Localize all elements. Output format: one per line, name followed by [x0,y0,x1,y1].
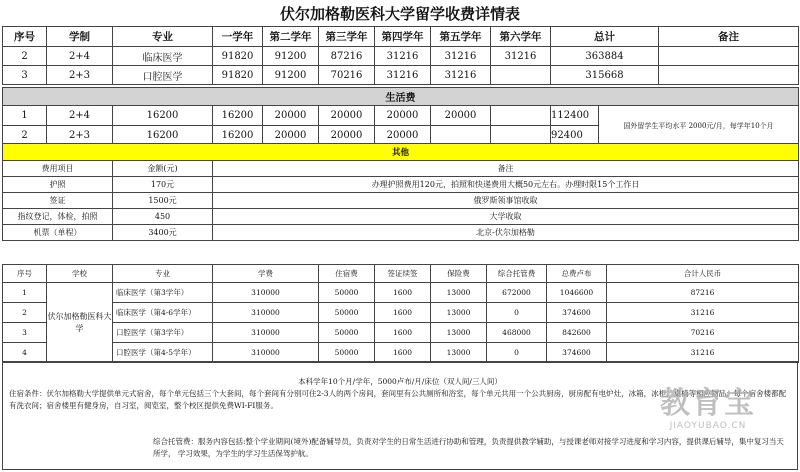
table-row [3,303,799,323]
page-title: 伏尔加格勒医科大学留学收费详情表 [279,5,520,23]
table-row [3,177,799,193]
col-header: 保险费 [431,265,487,283]
table-row [3,193,799,209]
cell: 1600 [375,303,431,323]
cell: 50000 [319,343,375,363]
col-header: 签证续签 [375,265,431,283]
cell: 87216 [319,47,375,66]
cell: 50000 [319,323,375,343]
living-note: 国外留学生平均水平 2000元/月，每学年10个月 [599,106,799,146]
cell: 310000 [213,323,319,343]
cell: 2+3 [47,126,113,146]
cell: 374600 [547,343,607,363]
col-header: 金额(元) [113,161,213,177]
cell: 87216 [607,283,799,303]
col-header: 学费 [213,265,319,283]
table-row [3,343,799,363]
cell: 20000 [375,106,431,126]
school-name: 伏尔加格勒医科大学 [47,283,113,363]
cell: 2+4 [47,47,113,66]
cell: 1046600 [547,283,607,303]
cell: 4 [3,343,47,363]
cell: 374600 [547,303,607,323]
cell: 1600 [375,323,431,343]
custody-note: 综合托管费：服务内容包括:整个学业期间(境外)配备辅导员，负责对学生的日常生活进行协助和管理，负责提供教学辅助，与授课老师对接学习进度和学习内容，提供课后辅导，集中复习当天所学， 学习效果，为学生的学习生活保驾护航。 [153,437,784,458]
col-header: 专业 [113,27,213,47]
col-header: 一学年 [213,27,263,47]
living-cost-table [2,87,799,146]
cell: 临床医学 [113,47,213,66]
cell [659,47,799,66]
table-row [3,106,799,126]
cell: 13000 [431,323,487,343]
cell: 口腔医学 [113,66,213,85]
watermark-text: 教育宝 [660,386,756,421]
cell: 2 [3,303,47,323]
cell: 3 [3,323,47,343]
detail-table [2,264,799,363]
col-header: 第五学年 [431,27,491,47]
cell: 16200 [213,126,263,146]
col-header: 序号 [3,27,47,47]
col-header: 综合托管费 [487,265,547,283]
cell: 672000 [487,283,547,303]
other-band: 其他 [3,144,799,161]
cell: 50000 [319,283,375,303]
cell: 护照 [3,177,113,193]
cell: 机票（单程） [3,225,113,241]
living-band: 生活费 [3,88,799,106]
cell: 2+4 [47,106,113,126]
cell: 1600 [375,283,431,303]
cell: 1500元 [113,193,213,209]
cell: 31216 [375,47,431,66]
cell: 31216 [375,66,431,85]
col-header: 第二学年 [263,27,319,47]
cell: 31216 [431,66,491,85]
col-header: 备注 [659,27,799,47]
cell: 16200 [113,106,213,126]
cell: 70216 [607,323,799,343]
table-row [3,209,799,225]
cell: 13000 [431,283,487,303]
cell: 临床医学（第4-6学年） [113,303,213,323]
watermark-url: JIAOYUBAO.CN [669,421,747,431]
rent-note: 本科学年10个月/学年，5000卢布/月/床位（双人间/三人间） [298,377,502,386]
cell: 20000 [431,106,491,126]
cell: 20000 [263,106,319,126]
cell: 口腔医学（第4-5学年） [113,343,213,363]
cell: 1 [3,106,47,126]
cell: 口腔医学（第3学年） [113,323,213,343]
cell: 0 [487,343,547,363]
cell: 俄罗斯领事馆收取 [213,193,799,209]
cell: 112400 [551,106,599,126]
cell: 20000 [319,126,375,146]
cell: 2 [3,47,47,66]
cell: 大学收取 [213,209,799,225]
housing-note: 住宿条件：伏尔加格勒大学提供单元式宿舍，每个单元包括三个大套间，每个套间有分别可住2-3人的两个房间，套间里有公共厕所和浴室，每个单元共用一个公共厨房，厨房配有电炉灶，冰箱，冰柜，桌椅等相应物品；每个宿舍楼都配有洗衣间；宿舍楼里有健身房，自习室，阅览室，整个校区提供免费WI-FI服务。 [9,389,787,410]
cell: 91200 [263,47,319,66]
cell: 办理护照费用120元，拍照和快递费用大概50元左右。办理时限15个工作日 [213,177,799,193]
cell: 91820 [213,47,263,66]
cell: 50000 [319,303,375,323]
cell [659,66,799,85]
cell: 20000 [319,106,375,126]
table-row [3,225,799,241]
cell: 3 [3,66,47,85]
cell: 310000 [213,303,319,323]
col-header: 备注 [213,161,799,177]
col-header: 学校 [47,265,113,283]
cell: 91200 [263,66,319,85]
col-header: 第四学年 [375,27,431,47]
cell: 北京-伏尔加格勒 [213,225,799,241]
cell: 92400 [551,126,599,146]
col-header: 序号 [3,265,47,283]
detail-header-row [3,265,799,283]
cell: 31216 [431,47,491,66]
cell: 31216 [491,47,551,66]
col-header: 专业 [113,265,213,283]
cell: 16200 [213,106,263,126]
col-header: 第三学年 [319,27,375,47]
other-fees-table [2,143,799,241]
cell: 450 [113,209,213,225]
col-header: 合计人民币 [607,265,799,283]
cell: 310000 [213,283,319,303]
other-header-row [3,161,799,177]
cell: 70216 [319,66,375,85]
table-row [3,47,799,66]
col-header: 住宿费 [319,265,375,283]
cell [491,106,551,126]
cell: 468000 [487,323,547,343]
cell: 315668 [551,66,659,85]
cell: 310000 [213,343,319,363]
cell: 20000 [263,126,319,146]
cell: 签证 [3,193,113,209]
table-row [3,323,799,343]
tuition-header-row [3,27,799,47]
col-header: 费用项目 [3,161,113,177]
cell: 13000 [431,343,487,363]
watermark-logo [648,387,768,431]
cell: 170元 [113,177,213,193]
cell: 91820 [213,66,263,85]
cell: 0 [487,303,547,323]
cell: 1600 [375,343,431,363]
tuition-table [2,26,799,85]
cell: 20000 [375,126,431,146]
col-header: 第六学年 [491,27,551,47]
cell: 1 [3,283,47,303]
cell: 指纹登记，体检，拍照 [3,209,113,225]
fee-sheet [2,2,798,470]
cell: 2+3 [47,66,113,85]
cell: 16200 [113,126,213,146]
cell: 842600 [547,323,607,343]
cell: 363884 [551,47,659,66]
cell: 3400元 [113,225,213,241]
col-header: 总费卢布 [547,265,607,283]
cell: 临床医学（第3学年） [113,283,213,303]
table-row [3,66,799,85]
cell: 31216 [607,303,799,323]
cell: 31216 [607,343,799,363]
cell: 2 [3,126,47,146]
cell [491,66,551,85]
col-header: 学制 [47,27,113,47]
cell: 13000 [431,303,487,323]
col-header: 总计 [551,27,659,47]
table-row [3,283,799,303]
